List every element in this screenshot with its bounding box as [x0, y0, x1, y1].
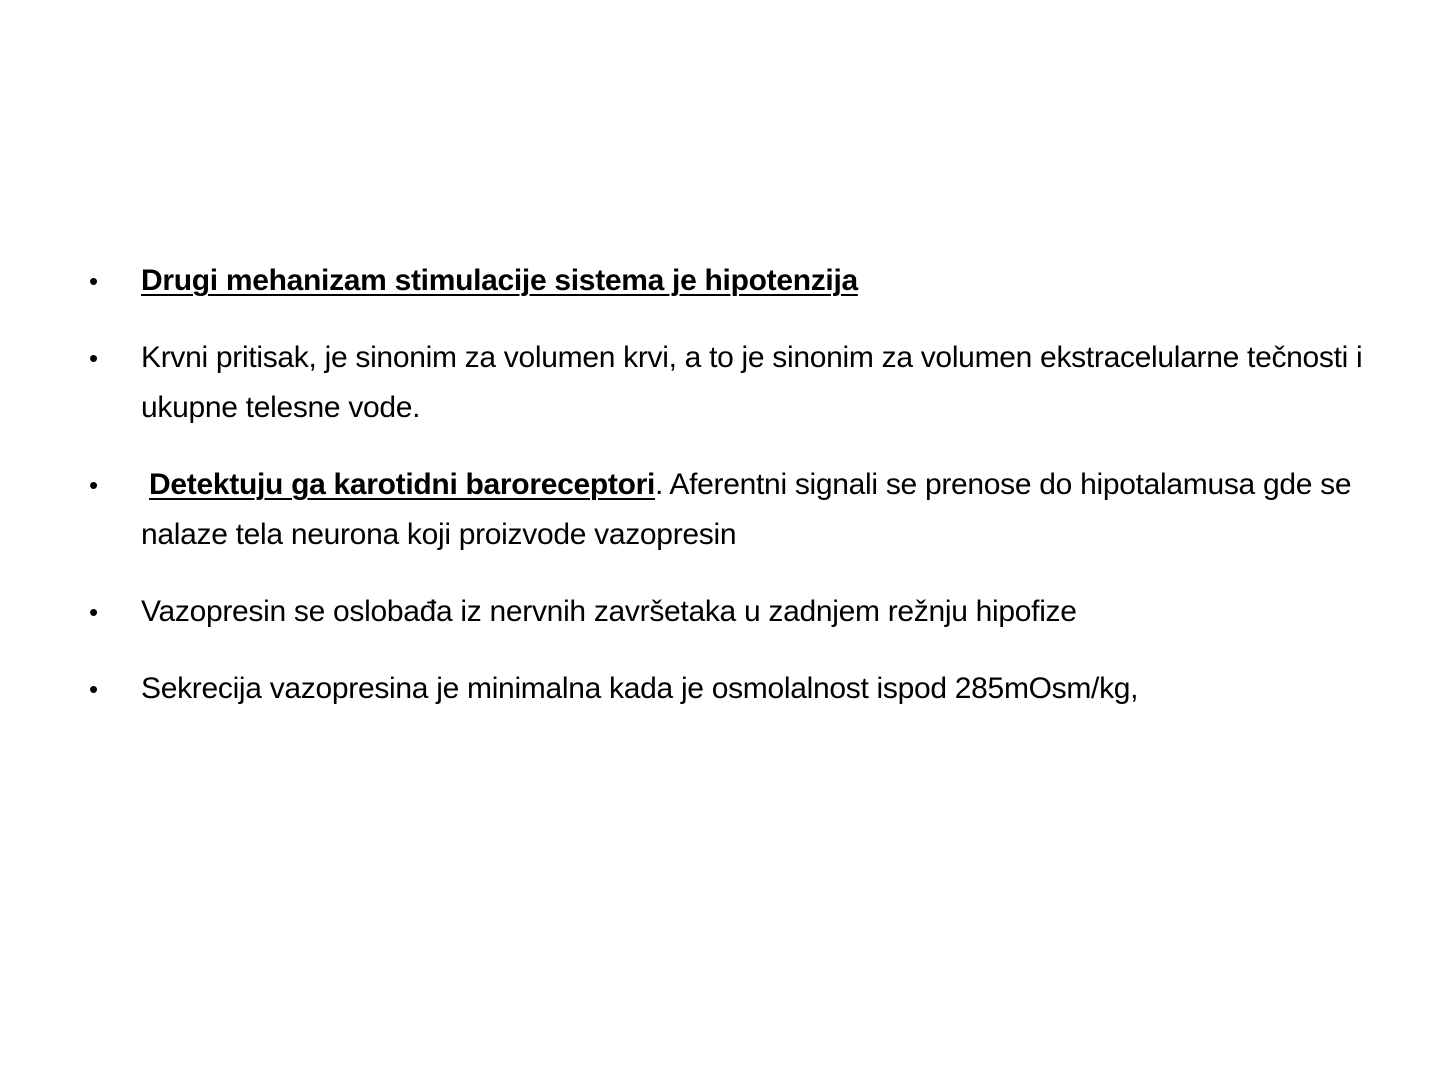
bullet-icon: • — [89, 674, 98, 704]
bullet-icon: • — [89, 343, 98, 373]
bullet-icon: • — [89, 266, 98, 296]
bullet-body: . Aferentni signali se prenose do hipotalamusa gde se nalaze tela neurona koji proizvode vazopresin — [141, 468, 1352, 551]
bullet-text — [141, 256, 1368, 306]
bullet-prefix — [141, 468, 149, 501]
bullet-icon: • — [89, 597, 98, 627]
bullet-icon: • — [89, 470, 98, 500]
bullet-heading: Drugi mehanizam stimulacije sistema je hipotenzija — [141, 264, 858, 297]
bullet-text: Sekrecija vazopresina je minimalna kada je osmolalnost ispod 285mOsm/kg, — [141, 672, 1139, 705]
bullet-text: Vazopresin se oslobađa iz nervnih završetaka u zadnjem režnju hipofize — [141, 595, 1077, 628]
bullet-item-vasopressin-secretion — [88, 664, 1368, 714]
bullet-item-blood-pressure — [88, 333, 1368, 433]
bullet-text: Krvni pritisak, je sinonim za volumen krvi, a to je sinonim za volumen ekstracelularne tečnosti i ukupne telesne vode. — [141, 341, 1363, 424]
bullet-item-baroreceptors — [88, 460, 1368, 560]
bullet-list — [88, 256, 1368, 741]
bullet-text — [141, 460, 1368, 560]
bullet-item-vasopressin-release — [88, 587, 1368, 637]
bullet-item-hypotension-mechanism — [88, 256, 1368, 306]
bullet-emphasis: Detektuju ga karotidni baroreceptori — [149, 468, 656, 501]
